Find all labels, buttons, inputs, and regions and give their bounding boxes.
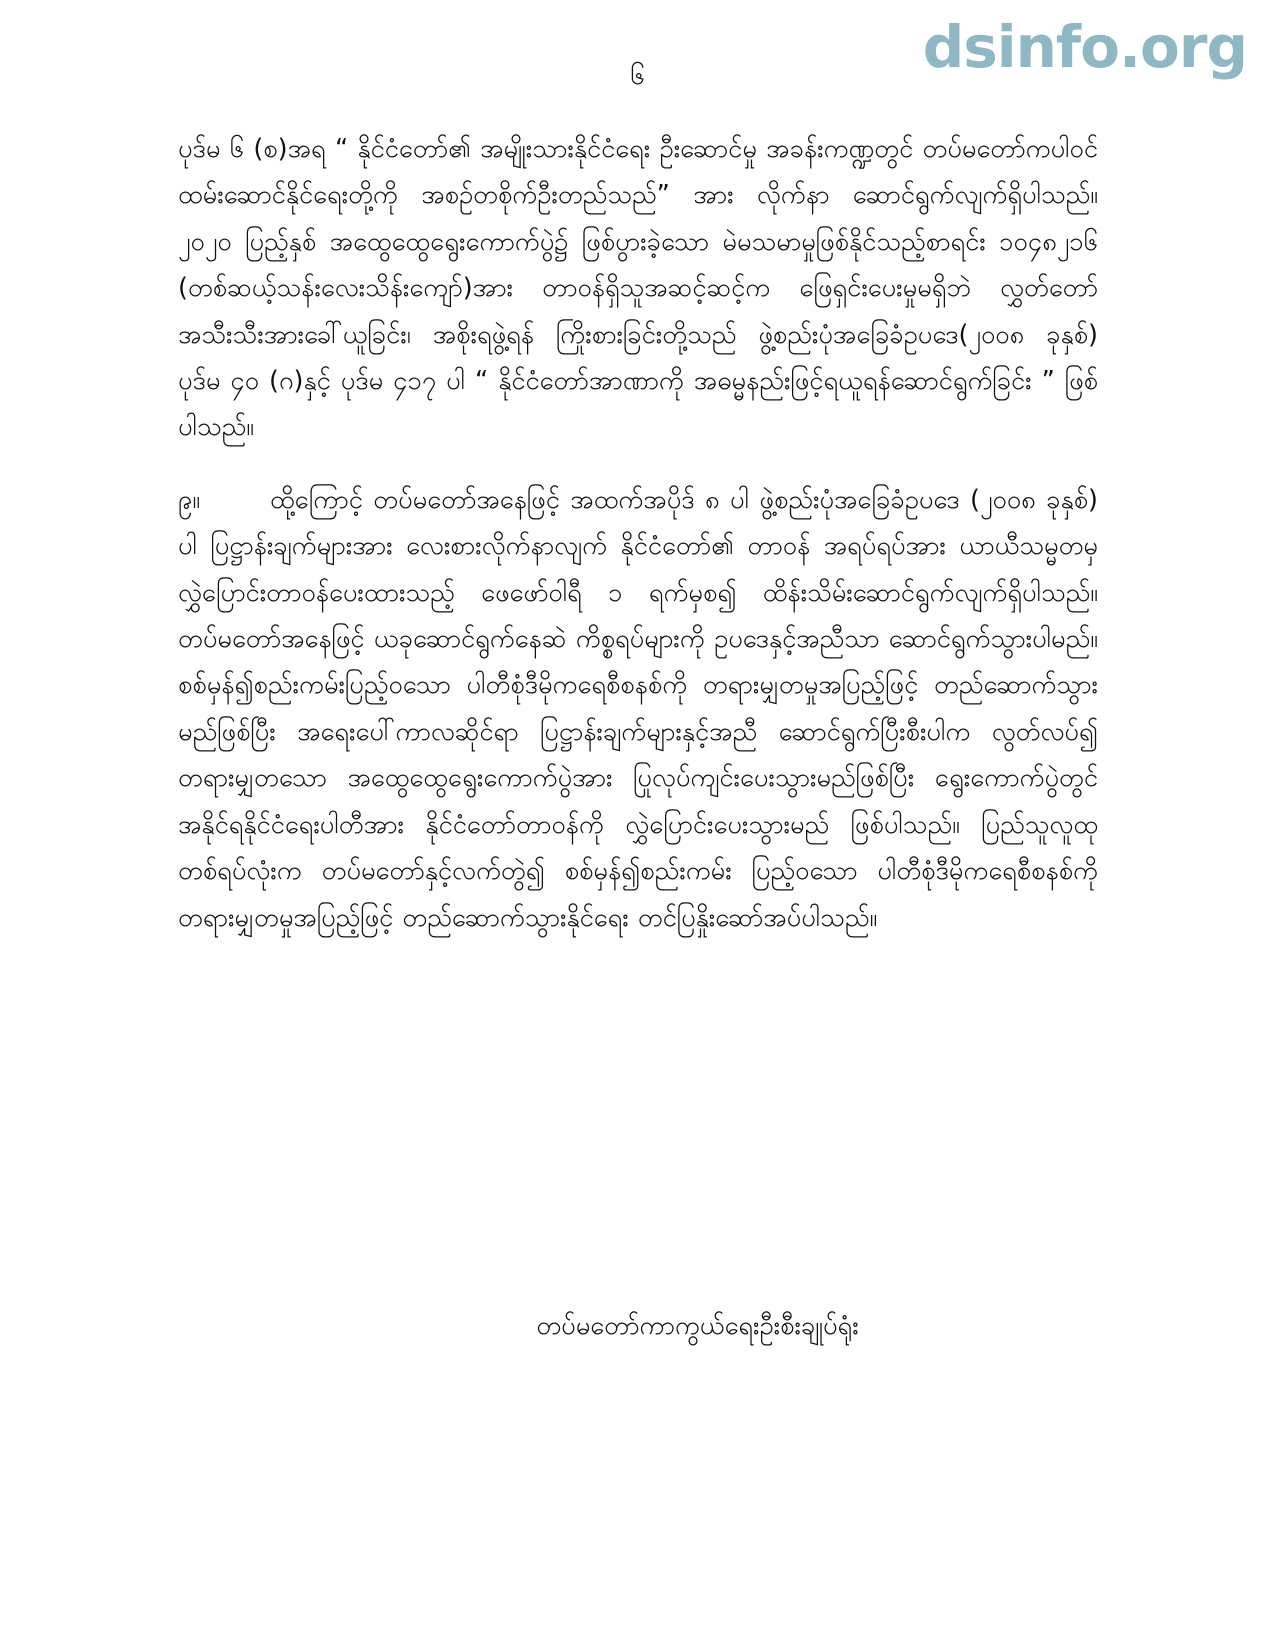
paragraph-statement: ပုဒ်မ ၆ (စ)အရ “ နိုင်ငံတော်၏ အမျိုးသားနိုင်ငံရေး ဦးဆောင်မှု အခန်းကဏ္ဍတွင် တပ်မတော်ကပါဝင်ထမ်းဆောင်နိုင်ရေးတို့ကို အစဉ်တစိုက်ဦးတည်သည်” အား လိုက်နာ ဆောင်ရွက်လျက်ရှိပါသည်။ ၂၀၂၀ ပြည့်နှစ် အထွေထွေရွေးကောက်ပွဲ၌ ဖြစ်ပွားခဲ့သော မဲမသမာမှုဖြစ်နိုင်သည့်စာရင်း ၁၀၄၈၂၁၆ (တစ်ဆယ့်သန်းလေးသိန်းကျော်)အား တာဝန်ရှိသူအဆင့်ဆင့်က ဖြေရှင်းပေးမှုမရှိဘဲ လွှတ်တော်အသီးသီးအားခေါ်ယူခြင်း၊ အစိုးရဖွဲ့ရန် ကြိုးစားခြင်းတို့သည် ဖွဲ့စည်းပုံအခြေခံဥပဒေ(၂၀၀၈ ခုနှစ်) ပုဒ်မ ၄၀ (ဂ)နှင့် ပုဒ်မ ၄၁၇ ပါ “ နိုင်ငံတော်အာဏာကို အဓမ္မနည်းဖြင့်ရယူရန်ဆောင်ရွက်ခြင်း ” ဖြစ်ပါသည်။ bbox=[178, 134, 1098, 443]
paragraph-number: ၉။ bbox=[178, 484, 201, 515]
paragraph-nine-text: ထို့ကြောင့် တပ်မတော်အနေဖြင့် အထက်အပိုဒ် ၈ ပါ ဖွဲ့စည်းပုံအခြေခံဥပဒေ (၂၀၀၈ ခုနှစ်) ပါ ပြဋ္ဌာန်းချက်များအား လေးစားလိုက်နာလျက် နိုင်ငံတော်၏ တာဝန် အရပ်ရပ်အား ယာယီသမ္မတမှ လွှဲပြောင်းတာဝန်ပေးထားသည့် ဖေဖော်ဝါရီ ၁ ရက်မှစ၍ ထိန်းသိမ်းဆောင်ရွက်လျက်ရှိပါသည်။ တပ်မတော်အနေဖြင့် ယခုဆောင်ရွက်နေဆဲ ကိစ္စရပ်များကို ဥပဒေနှင့်အညီသာ ဆောင်ရွက်သွားပါမည်။ စစ်မှန်၍စည်းကမ်းပြည့်ဝသော ပါတီစုံဒီမိုကရေစီစနစ်ကို တရားမျှတမှုအပြည့်ဖြင့် တည်ဆောက်သွားမည်ဖြစ်ပြီး အရေးပေါ်ကာလဆိုင်ရာ ပြဋ္ဌာန်းချက်များနှင့်အညီ ဆောင်ရွက်ပြီးစီးပါက လွတ်လပ်၍ တရားမျှတသော အထွေထွေရွေးကောက်ပွဲအား ပြုလုပ်ကျင်းပေးသွားမည်ဖြစ်ပြီး ရွေးကောက်ပွဲတွင် အနိုင်ရနိုင်ငံရေးပါတီအား နိုင်ငံတော်တာဝန်ကို လွှဲပြောင်းပေးသွားမည် ဖြစ်ပါသည်။ ပြည်သူလူထု တစ်ရပ်လုံးက တပ်မတော်နှင့်လက်တွဲ၍ စစ်မှန်၍စည်းကမ်း ပြည့်ဝသော ပါတီစုံဒီမိုကရေစီစနစ်ကို တရားမျှတမှုအပြည့်ဖြင့် တည်ဆောက်သွားနိုင်ရေး တင်ပြနှိုးဆော်အပ်ပါသည်။ bbox=[178, 484, 1098, 933]
paragraph-nine bbox=[178, 477, 1098, 941]
footer-signature-office: တပ်မတော်ကာကွယ်ရေးဦးစီးချုပ်ရုံး bbox=[536, 1311, 859, 1341]
watermark-dsinfo-org: dsinfo.org bbox=[922, 13, 1247, 81]
document-body bbox=[178, 126, 1098, 963]
page-number: ၆ bbox=[630, 61, 645, 91]
